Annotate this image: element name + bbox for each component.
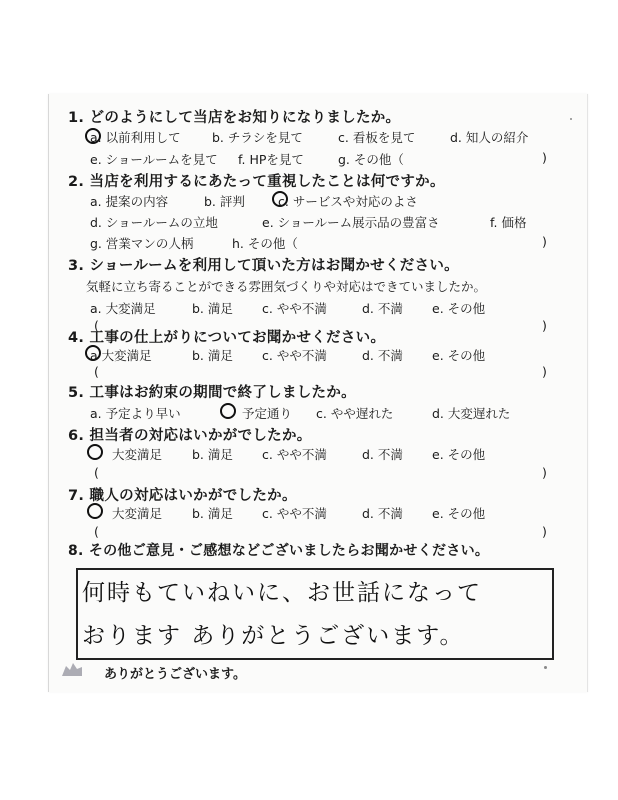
q3-option-d: d. 不満 xyxy=(362,301,403,316)
q1-option-g: g. その他（ xyxy=(338,152,404,167)
question-5-title: 5. 工事はお約束の期間で終了しましたか。 xyxy=(68,385,356,401)
q4-option-a: a 大変満足 xyxy=(90,348,152,363)
q2-option-a: a. 提案の内容 xyxy=(90,194,169,209)
q6-option-a: 大変満足 xyxy=(112,447,163,462)
q3-paren-close: ) xyxy=(542,318,547,333)
q7-paren-open: ( xyxy=(94,524,99,539)
q3-option-e: e. その他 xyxy=(432,301,486,316)
q4-option-c: c. やや不満 xyxy=(262,348,327,363)
q2-option-f: f. 価格 xyxy=(490,215,527,230)
q1-option-e: e. ショールームを見て xyxy=(90,152,218,167)
q6-option-b: b. 満足 xyxy=(192,447,233,462)
q6-paren-close: ) xyxy=(542,465,547,480)
q5-option-b: 予定通り xyxy=(242,406,293,421)
question-3-title: 3. ショールームを利用して頂いた方はお聞かせください。 xyxy=(68,258,459,274)
q1-paren-close: ) xyxy=(542,150,547,165)
q2-option-b: b. 評判 xyxy=(204,194,245,209)
q3-option-c: c. やや不満 xyxy=(262,301,327,316)
handwritten-comment-line-2: おります ありがとうございます。 xyxy=(82,623,465,649)
question-1-title: 1. どのようにして当店をお知りになりましたか。 xyxy=(68,110,401,126)
handwritten-comment-line-1: 何時もていねいに、お世話になって xyxy=(82,580,482,606)
q7-option-e: e. その他 xyxy=(432,506,486,521)
q1-option-f: f. HPを見て xyxy=(238,152,304,167)
q2-option-c: c. サービスや対応のよさ xyxy=(278,194,418,209)
ink-smudge-icon xyxy=(60,660,84,678)
q5-option-c: c. やや遅れた xyxy=(316,406,394,421)
q1-option-a: a. 以前利用して xyxy=(90,130,181,145)
q4-paren-close: ) xyxy=(542,364,547,379)
q3-option-b: b. 満足 xyxy=(192,301,233,316)
q2-option-d: d. ショールームの立地 xyxy=(90,215,218,230)
speck xyxy=(544,666,547,669)
q2-option-e: e. ショールーム展示品の豊富さ xyxy=(262,215,440,230)
question-8-title: 8. その他ご意見・ご感想などございましたらお聞かせください。 xyxy=(68,543,490,559)
question-6-title: 6. 担当者の対応はいかがでしたか。 xyxy=(68,428,312,444)
speck xyxy=(570,118,572,120)
q4-option-b: b. 満足 xyxy=(192,348,233,363)
question-4-title: 4. 工事の仕上がりについてお聞かせください。 xyxy=(68,330,386,346)
footer-thanks: ありがとうございます。 xyxy=(104,667,246,682)
q3-option-a: a. 大変満足 xyxy=(90,301,156,316)
q3-subtitle: 気軽に立ち寄ることができる雰囲気づくりや対応はできていましたか。 xyxy=(86,279,487,294)
q7-option-a: 大変満足 xyxy=(112,506,163,521)
q5-option-a: a. 予定より早い xyxy=(90,406,181,421)
selected-answer-circle xyxy=(87,444,103,460)
q6-option-c: c. やや不満 xyxy=(262,447,327,462)
q7-option-c: c. やや不満 xyxy=(262,506,327,521)
q4-option-e: e. その他 xyxy=(432,348,486,363)
q4-option-d: d. 不満 xyxy=(362,348,403,363)
q2-option-h: h. その他（ xyxy=(232,236,298,251)
q6-paren-open: ( xyxy=(94,465,99,480)
q7-option-d: d. 不満 xyxy=(362,506,403,521)
q3-paren-open: ( xyxy=(94,318,99,333)
q2-paren-close: ) xyxy=(542,234,547,249)
q6-option-d: d. 不満 xyxy=(362,447,403,462)
q7-paren-close: ) xyxy=(542,524,547,539)
q1-option-c: c. 看板を見て xyxy=(338,130,416,145)
q5-option-d: d. 大変遅れた xyxy=(432,406,511,421)
selected-answer-circle xyxy=(220,403,236,419)
q1-option-b: b. チラシを見て xyxy=(212,130,303,145)
q4-paren-open: ( xyxy=(94,364,99,379)
question-7-title: 7. 職人の対応はいかがでしたか。 xyxy=(68,488,297,504)
q6-option-e: e. その他 xyxy=(432,447,486,462)
q2-option-g: g. 営業マンの人柄 xyxy=(90,236,194,251)
q7-option-b: b. 満足 xyxy=(192,506,233,521)
selected-answer-circle xyxy=(87,503,103,519)
question-2-title: 2. 当店を利用するにあたって重視したことは何ですか。 xyxy=(68,174,445,190)
q1-option-d: d. 知人の紹介 xyxy=(450,130,529,145)
